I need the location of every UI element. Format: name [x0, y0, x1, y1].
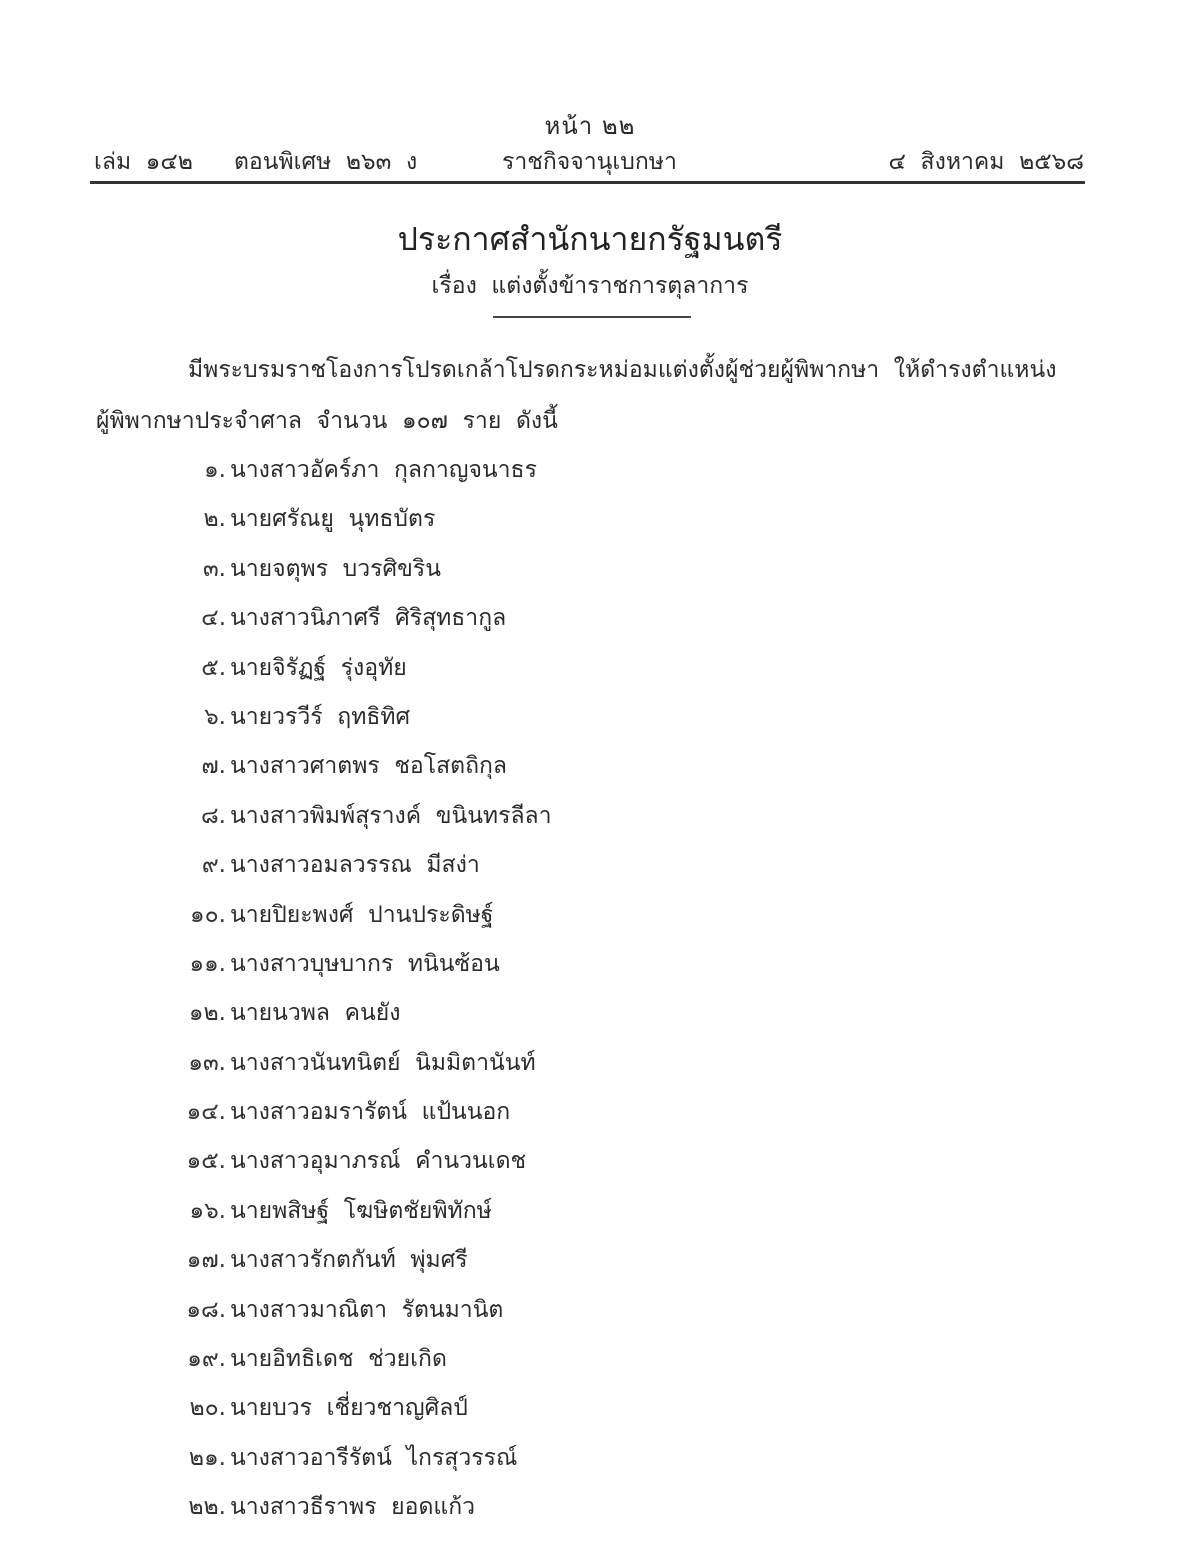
gazette-name: ราชกิจจานุเบกษา	[502, 149, 677, 175]
item-number: ๑๕.	[186, 1148, 226, 1175]
running-header	[92, 144, 1084, 180]
list-item	[160, 1489, 552, 1538]
appointee-name: นางสาวมาณิตา รัตนมานิต	[230, 1296, 504, 1323]
appointee-name: นายวรวีร์ ฤทธิทิศ	[230, 703, 411, 730]
appointee-name: นางสาวนันทนิตย์ นิมมิตานันท์	[230, 1049, 536, 1076]
publication-date: ๔ สิงหาคม ๒๕๖๘	[888, 149, 1084, 175]
list-item	[160, 1390, 552, 1439]
appointee-list	[160, 452, 552, 1539]
item-number: ๖.	[204, 703, 226, 730]
item-number: ๒๒.	[188, 1494, 226, 1521]
appointee-name: นางสาวอุมาภรณ์ คำนวนเดช	[230, 1148, 527, 1175]
announcement-subject: เรื่อง แต่งตั้งข้าราชการตุลาการ	[431, 273, 749, 299]
item-number: ๒.	[203, 506, 226, 533]
appointee-name: นายพสิษฐ์ โฆษิตชัยพิทักษ์	[230, 1197, 492, 1224]
title-divider	[493, 316, 691, 318]
item-number: ๑๓.	[188, 1049, 226, 1076]
appointee-name: นายนวพล คนยัง	[230, 1000, 401, 1027]
list-item	[160, 1094, 552, 1143]
list-item	[160, 1242, 552, 1291]
list-item	[160, 897, 552, 946]
item-number: ๗.	[201, 753, 226, 780]
item-number: ๑๘.	[186, 1296, 226, 1323]
issue-number: ตอนพิเศษ ๒๖๓ ง	[234, 149, 418, 175]
item-number: ๔.	[201, 605, 226, 632]
appointee-name: นายจตุพร บวรศิขริน	[230, 555, 441, 582]
item-number: ๒๐.	[189, 1395, 226, 1422]
page-number: หน้า ๒๒	[544, 112, 636, 140]
header-divider	[90, 181, 1085, 184]
list-item	[160, 798, 552, 847]
list-item	[160, 452, 552, 501]
appointee-name: นางสาวธีราพร ยอดแก้ว	[230, 1494, 476, 1521]
appointee-name: นางสาวอมลวรรณ มีสง่า	[230, 852, 480, 879]
item-number: ๙.	[201, 852, 226, 879]
item-number: ๓.	[202, 555, 226, 582]
list-item	[160, 1341, 552, 1390]
list-item	[160, 501, 552, 550]
appointee-name: นางสาวอัคร์ภา กุลกาญจนาธร	[230, 457, 537, 483]
intro-paragraph-line1: มีพระบรมราชโองการโปรดเกล้าโปรดกระหม่อมแต่งตั้งผู้ช่วยผู้พิพากษา ให้ดำรงตำแหน่ง	[188, 357, 1057, 383]
appointee-name: นายบวร เชี่ยวชาญศิลป์	[230, 1395, 468, 1422]
item-number: ๒๑.	[188, 1444, 226, 1471]
item-number: ๑.	[204, 457, 226, 483]
appointee-name: นางสาวรักตกันท์ พุ่มศรี	[230, 1247, 468, 1274]
list-item	[160, 995, 552, 1044]
list-item	[160, 1045, 552, 1094]
appointee-name: นางสาวศาตพร ชอโสตถิกุล	[230, 753, 508, 780]
announcement-title: ประกาศสำนักนายกรัฐมนตรี	[397, 220, 783, 258]
list-item	[160, 847, 552, 896]
item-number: ๑๖.	[189, 1197, 226, 1224]
item-number: ๘.	[200, 802, 226, 829]
appointee-name: นางสาวบุษบากร ทนินซ้อน	[230, 950, 500, 977]
volume-number: เล่ม ๑๔๒	[94, 149, 193, 175]
list-item	[160, 650, 552, 699]
list-item	[160, 1440, 552, 1489]
appointee-name: นางสาวนิภาศรี ศิริสุทธากูล	[230, 605, 507, 632]
item-number: ๑๙.	[187, 1346, 226, 1373]
item-number: ๑๒.	[188, 1000, 226, 1027]
item-number: ๑๐.	[190, 901, 226, 928]
list-item	[160, 551, 552, 600]
list-item	[160, 1292, 552, 1341]
item-number: ๑๑.	[189, 950, 226, 977]
appointee-name: นายจิรัฏฐ์ รุ่งอุทัย	[230, 654, 407, 681]
list-item	[160, 1143, 552, 1192]
list-item	[160, 699, 552, 748]
intro-paragraph-line2: ผู้พิพากษาประจำศาล จำนวน ๑๐๗ ราย ดังนี้	[96, 408, 558, 434]
appointee-name: นายปิยะพงศ์ ปานประดิษฐ์	[230, 901, 494, 928]
appointee-name: นางสาวพิมพ์สุรางค์ ขนินทรลีลา	[230, 802, 552, 829]
list-item	[160, 946, 552, 995]
list-item	[160, 600, 552, 649]
item-number: ๑๔.	[186, 1099, 226, 1126]
list-item	[160, 1193, 552, 1242]
appointee-name: นางสาวอมรารัตน์ แป้นนอก	[230, 1099, 511, 1126]
item-number: ๑๗.	[186, 1247, 226, 1274]
appointee-name: นายอิทธิเดช ช่วยเกิด	[230, 1346, 447, 1373]
item-number: ๕.	[201, 654, 226, 681]
appointee-name: นายศรัณยู นุทธบัตร	[230, 506, 436, 533]
appointee-name: นางสาวอารีรัตน์ ไกรสุวรรณ์	[230, 1444, 518, 1471]
list-item	[160, 748, 552, 797]
